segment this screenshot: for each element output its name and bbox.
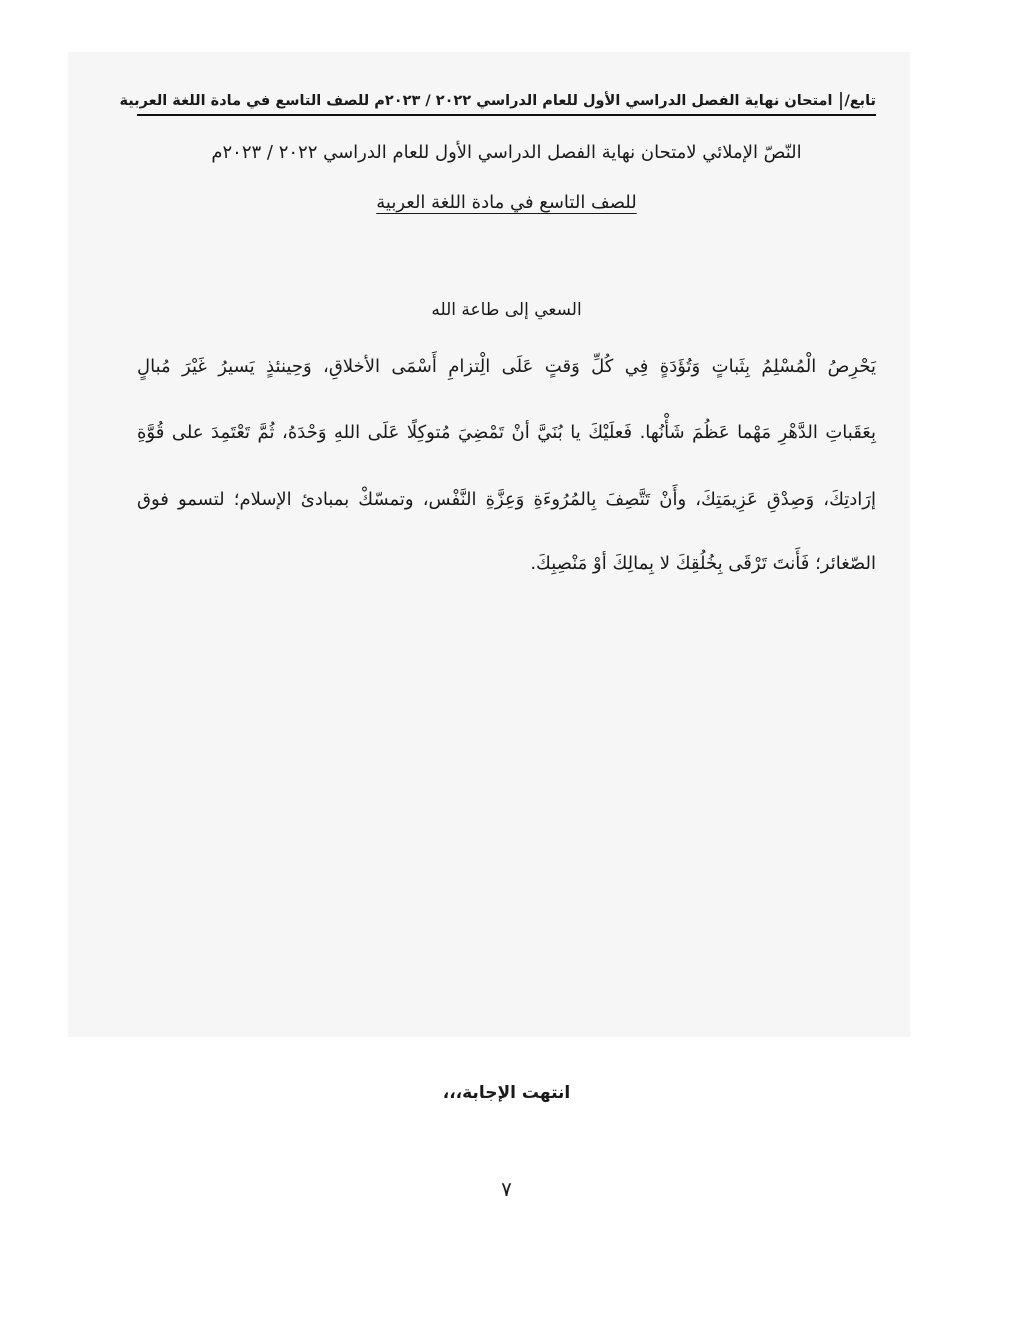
body-line-3: إرَادتِكَ، وَصِدْقِ عَزِيمَتِكَ، وأَنْ تَتَّصِفَ بِالمُرُوءَةِ وَعِزَّةِ النَّفْس، وتمسّكْ بمبادئ الإسلام؛ لتسمو فوق: [137, 489, 876, 510]
continued-label: تابع/: [844, 93, 876, 109]
exam-header: [119, 88, 876, 116]
body-line-1: يَحْرِصُ الْمُسْلِمُ بِثَباتٍ وَتُؤَدَةٍ فِي كُلِّ وَقتٍ عَلَى الِْتزامِ أَسْمَى الأخلاقِ، وَحِينئذٍ يَسيرُ غَيْرَ مُبالٍ: [137, 356, 876, 377]
end-of-answer: انتهت الإجابة،،،: [442, 1083, 571, 1103]
page-number-box: [840, 92, 842, 110]
document-title: النّصّ الإملائي لامتحان نهاية الفصل الدراسي الأول للعام الدراسي ٢٠٢٢ / ٢٠٢٣م: [211, 142, 802, 163]
body-line-2: بِعَقَباتِ الدَّهْرِ مَهْما عَظُمَ شَأْنُها. فَعلَيْكَ يا بُنَيَّ أنْ تَمْضِيَ مُتوكِلًا عَلَى اللهِ وَحْدَهُ، ثُمَّ تَعْتَمِدَ على قُوَّةِ: [137, 422, 876, 443]
page-number: ٧: [501, 1177, 512, 1201]
text-subject: السعي إلى طاعة الله: [431, 300, 582, 320]
document-subtitle: للصف التاسع في مادة اللغة العربية: [376, 192, 637, 213]
exam-title: امتحان نهاية الفصل الدراسي الأول للعام الدراسي ٢٠٢٢ / ٢٠٢٣م للصف التاسع في مادة اللغة العربية: [119, 93, 833, 109]
body-line-4: الصّغائر؛ فَأَنتَ تَرْقَى بِخُلُقِكَ لا بِمالِكَ أوْ مَنْصِبِكَ.: [530, 553, 876, 574]
